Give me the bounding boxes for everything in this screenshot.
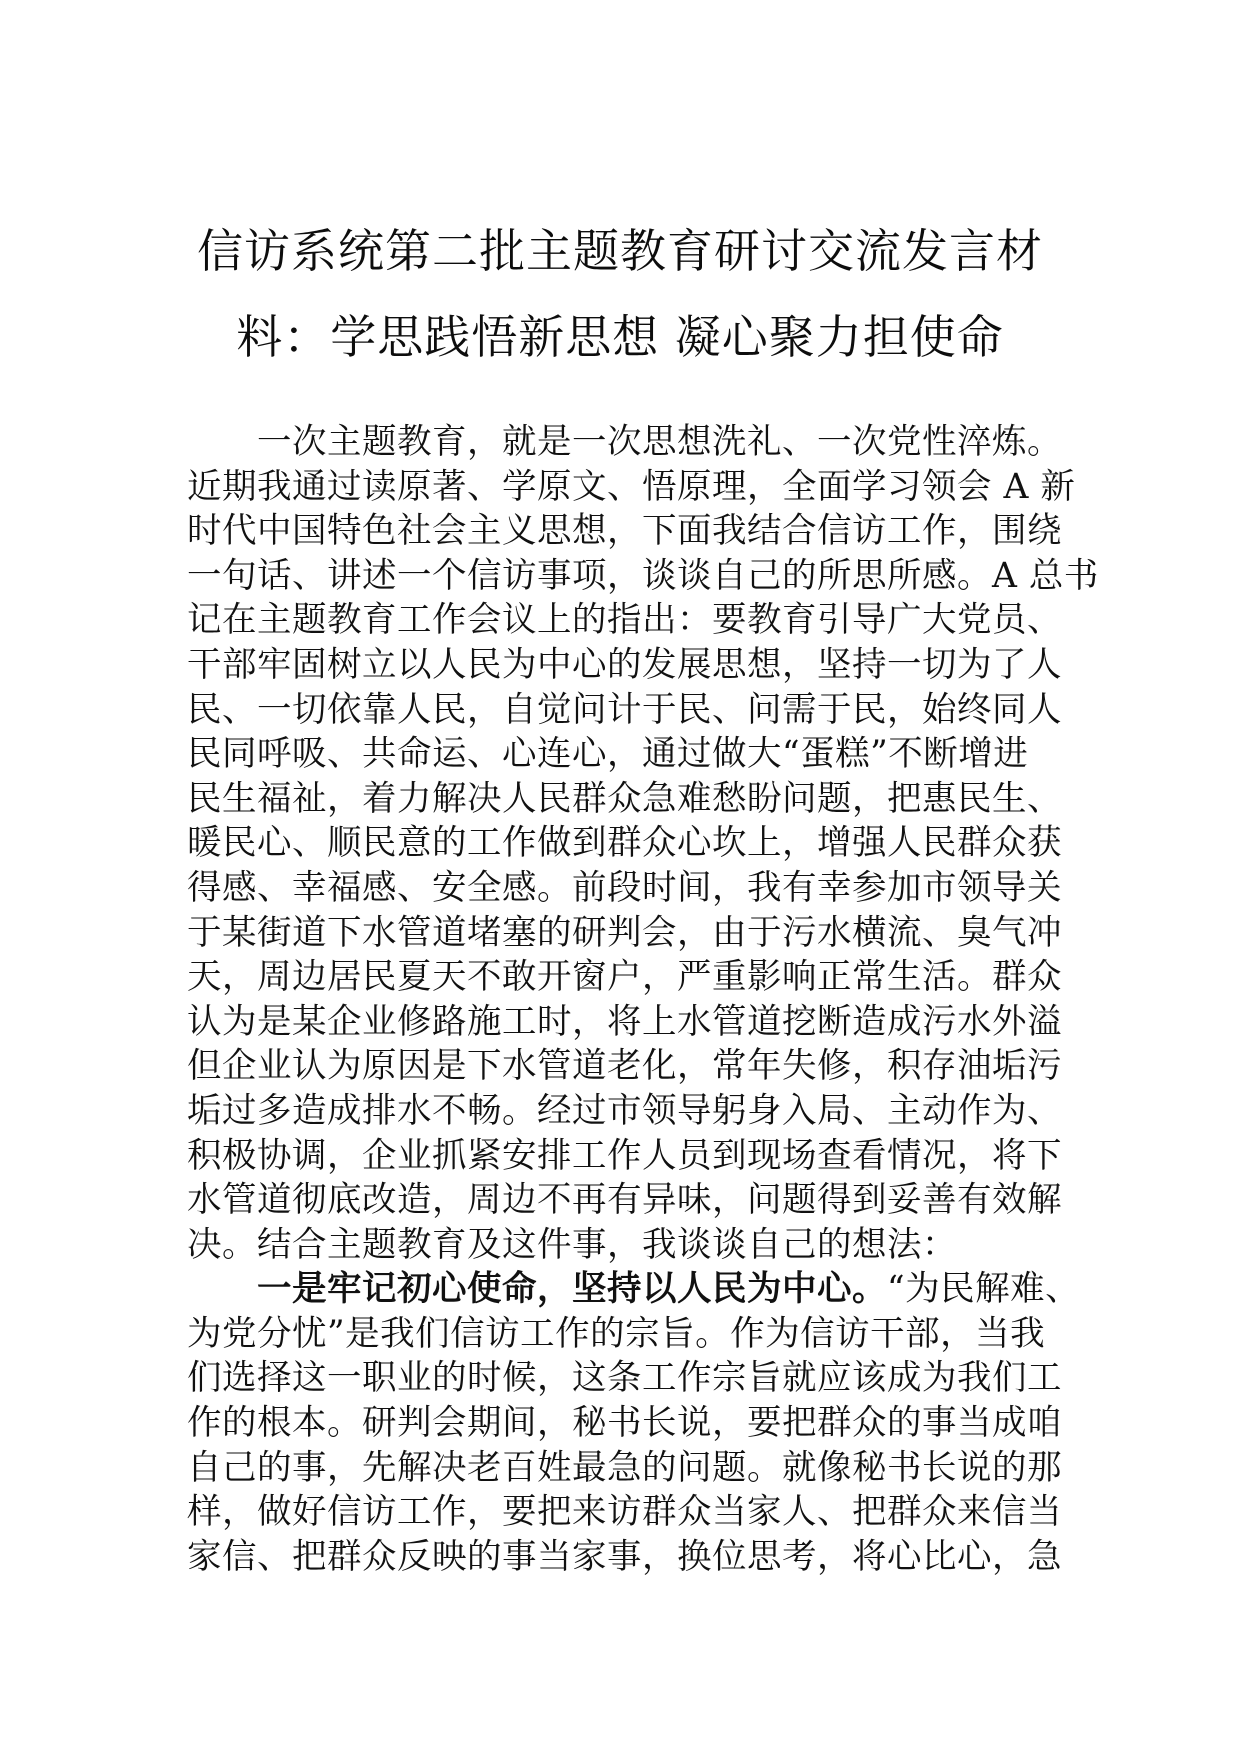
paragraph-1 [187,420,1099,1267]
paragraph-line: 垢过多造成排水不畅。经过市领导躬身入局、主动作为、 [187,1090,1062,1131]
paragraph-2-first-line [187,1267,1081,1312]
paragraph-line: 民、一切依靠人民，自觉问计于民、问需于民，始终同人 [187,689,1062,730]
paragraph-line: 积极协调，企业抓紧安排工作人员到现场查看情况，将下 [187,1135,1062,1176]
paragraph-line: 时代中国特色社会主义思想，下面我结合信访工作，围绕 [187,511,1062,552]
paragraph-line: 决。结合主题教育及这件事，我谈谈自己的想法： [187,1224,957,1265]
paragraph-line: 认为是某企业修路施工时，将上水管道挖断造成污水外溢 [187,1001,1062,1042]
paragraph-line: 一句话、讲述一个信访事项，谈谈自己的所思所感。A 总书 [187,555,1099,596]
paragraph-line: 一次主题教育，就是一次思想洗礼、一次党性淬炼。 [257,422,1062,462]
title-line-2: 料：学思践悟新思想 凝心聚力担使命 [236,310,1004,364]
paragraph-line: 样，做好信访工作，要把来访群众当家人、把群众来信当 [187,1492,1062,1533]
paragraph-line: 为党分忧”是我们信访工作的宗旨。作为信访干部，当我 [187,1313,1046,1354]
paragraph-line: 家信、把群众反映的事当家事，换位思考，将心比心，急 [187,1536,1062,1577]
paragraph-line: 干部牢固树立以人民为中心的发展思想，坚持一切为了人 [187,644,1062,685]
paragraph-line: 水管道彻底改造，周边不再有异味，问题得到妥善有效解 [187,1180,1062,1221]
paragraph-line: 暖民心、顺民意的工作做到群众心坎上，增强人民群众获 [187,823,1062,864]
paragraph-2-lead-heading: 一是牢记初心使命，坚持以人民为中心。 [257,1269,887,1310]
paragraph-line: 自己的事，先解决老百姓最急的问题。就像秘书长说的那 [187,1447,1062,1488]
document-title [160,208,1080,380]
paragraph-line: 于某街道下水管道堵塞的研判会，由于污水横流、臭气冲 [187,912,1062,953]
document-body [187,420,1099,1579]
paragraph-line: 们选择这一职业的时候，这条工作宗旨就应该成为我们工 [187,1358,1062,1399]
paragraph-line: 但企业认为原因是下水管道老化，常年失修，积存油垢污 [187,1046,1062,1087]
paragraph-line: 民生福祉，着力解决人民群众急难愁盼问题，把惠民生、 [187,778,1062,819]
title-line-1: 信访系统第二批主题教育研讨交流发言材 [197,224,1043,278]
paragraph-2-first-line-rest: “为民解难、 [887,1269,1081,1310]
paragraph-line: 天，周边居民夏天不敢开窗户，严重影响正常生活。群众 [187,957,1062,998]
paragraph-line: 近期我通过读原著、学原文、悟原理，全面学习领会 A 新 [187,466,1076,507]
paragraph-line: 得感、幸福感、安全感。前段时间，我有幸参加市领导关 [187,867,1062,908]
paragraph-line: 作的根本。研判会期间，秘书长说，要把群众的事当成咱 [187,1403,1062,1444]
paragraph-line: 民同呼吸、共命运、心连心，通过做大“蛋糕”不断增进 [187,734,1029,775]
paragraph-line: 记在主题教育工作会议上的指出：要教育引导广大党员、 [187,600,1062,641]
paragraph-2 [187,1267,1081,1579]
